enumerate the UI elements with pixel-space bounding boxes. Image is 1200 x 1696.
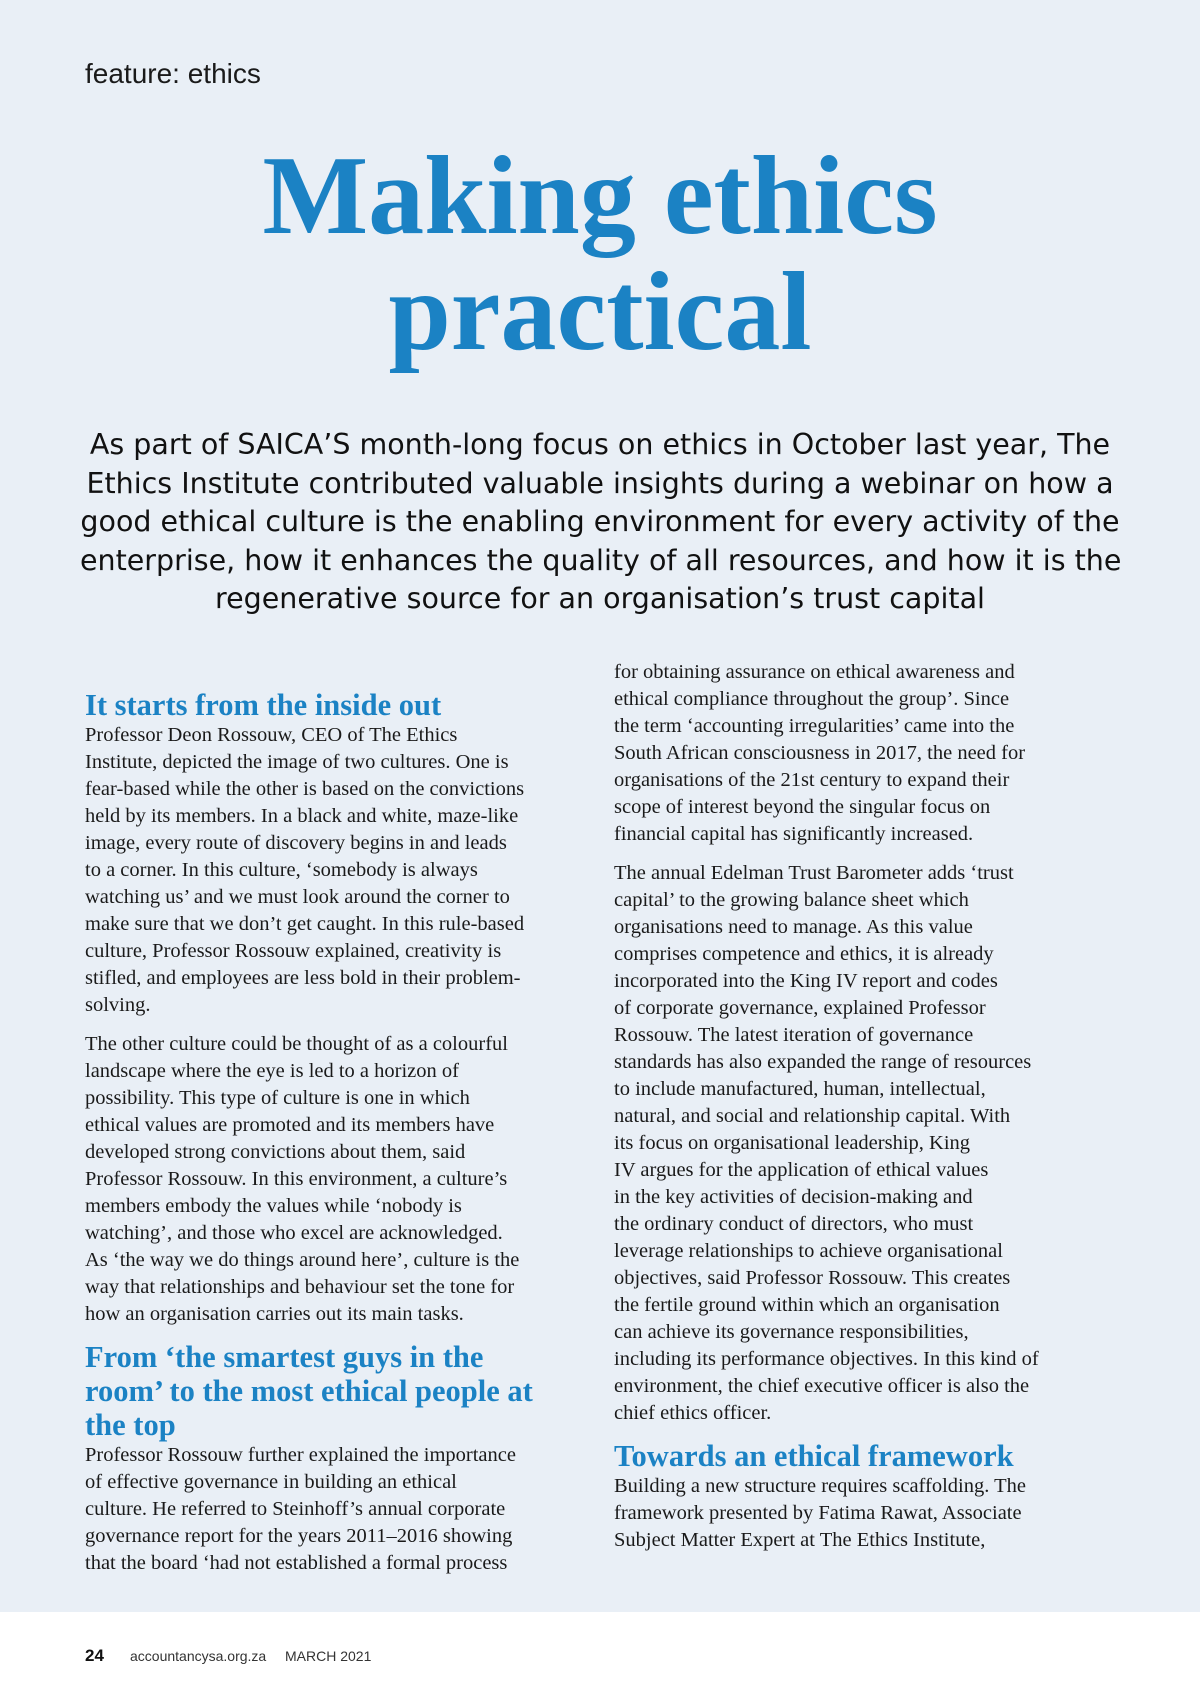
standfirst-line: regenerative source for an organisation’s trust capital: [215, 582, 985, 615]
text-line: for obtaining assurance on ethical awareness and: [614, 661, 1015, 683]
text-line: environment, the chief executive officer is also the: [614, 1375, 1030, 1397]
text-line: chief ethics officer.: [614, 1402, 772, 1424]
headline-line-1: Making ethics: [262, 134, 938, 258]
text-line: way that relationships and behaviour set the tone for: [85, 1276, 515, 1298]
subheading-smartest-guys: [85, 1340, 590, 1442]
text-line: make sure that we don’t get caught. In this rule-based: [85, 913, 525, 935]
text-line: how an organisation carries out its main tasks.: [85, 1303, 464, 1325]
page-number: 24: [85, 1646, 104, 1665]
text-line: solving.: [85, 994, 151, 1016]
subheading-line: From ‘the smartest guys in the: [85, 1340, 484, 1374]
text-line: watching’, and those who excel are acknowledged.: [85, 1222, 503, 1244]
text-line: ethical values are promoted and its members have: [85, 1114, 495, 1136]
text-line: the fertile ground within which an organisation: [614, 1294, 1000, 1316]
text-line: culture. He referred to Steinhoff’s annual corporate: [85, 1498, 506, 1520]
text-line: the ordinary conduct of directors, who must: [614, 1213, 974, 1235]
subheading-inside-out: [85, 688, 590, 722]
text-line: Professor Rossouw. In this environment, a culture’s: [85, 1168, 508, 1190]
text-line: The annual Edelman Trust Barometer adds ‘trust: [614, 862, 1014, 884]
text-line: that the board ‘had not established a formal process: [85, 1552, 508, 1574]
text-line: watching us’ and we must look around the corner to: [85, 886, 510, 908]
left-column: [85, 686, 590, 1589]
text-line: incorporated into the King IV report and codes: [614, 970, 998, 992]
standfirst-line: good ethical culture is the enabling environment for every activity of the: [80, 505, 1120, 538]
text-line: comprises competence and ethics, it is already: [614, 943, 994, 965]
text-line: including its performance objectives. In this kind of: [614, 1348, 1039, 1370]
text-line: organisations of the 21st century to expand their: [614, 769, 1010, 791]
text-line: Professor Deon Rossouw, CEO of The Ethics: [85, 724, 458, 746]
text-line: held by its members. In a black and white, maze-like: [85, 805, 519, 827]
text-line: Institute, depicted the image of two cultures. One is: [85, 751, 509, 773]
right-column: [614, 661, 1119, 1566]
text-line: capital’ to the growing balance sheet which: [614, 889, 969, 911]
text-line: Subject Matter Expert at The Ethics Institute,: [614, 1529, 986, 1551]
text-line: organisations need to manage. As this value: [614, 916, 973, 938]
text-line: culture, Professor Rossouw explained, creativity is: [85, 940, 502, 962]
paragraph: [614, 1473, 1119, 1554]
text-line: fear-based while the other is based on the convictions: [85, 778, 525, 800]
text-line: of effective governance in building an ethical: [85, 1471, 457, 1493]
text-line: The other culture could be thought of as a colourful: [85, 1033, 508, 1055]
text-line: to include manufactured, human, intellectual,: [614, 1078, 986, 1100]
paragraph: [85, 1031, 590, 1328]
headline-line-2: practical: [388, 250, 812, 374]
text-line: of corporate governance, explained Professor: [614, 997, 986, 1019]
standfirst-line: As part of SAICA’S month-long focus on ethics in October last year, The: [89, 428, 1111, 461]
issue-date: MARCH 2021: [285, 1648, 372, 1664]
text-line: standards has also expanded the range of resources: [614, 1051, 1032, 1073]
text-line: natural, and social and relationship capital. With: [614, 1105, 1011, 1127]
subheading-ethical-framework: [614, 1439, 1119, 1473]
text-line: stifled, and employees are less bold in their problem-: [85, 967, 521, 989]
text-line: Rossouw. The latest iteration of governance: [614, 1024, 974, 1046]
text-line: IV argues for the application of ethical values: [614, 1159, 989, 1181]
text-line: objectives, said Professor Rossouw. This creates: [614, 1267, 1011, 1289]
standfirst: [80, 426, 1120, 619]
text-line: scope of interest beyond the singular focus on: [614, 796, 991, 818]
paragraph: [614, 659, 1119, 848]
text-line: leverage relationships to achieve organisational: [614, 1240, 1003, 1262]
subheading-line: room’ to the most ethical people at: [85, 1374, 533, 1408]
headline: [0, 134, 1200, 374]
subheading-line: the top: [85, 1408, 176, 1442]
text-line: its focus on organisational leadership, King: [614, 1132, 971, 1154]
subheading-line: Towards an ethical framework: [614, 1439, 1014, 1473]
text-line: landscape where the eye is led to a horizon of: [85, 1060, 459, 1082]
text-line: to a corner. In this culture, ‘somebody is always: [85, 859, 478, 881]
text-line: image, every route of discovery begins in and leads: [85, 832, 507, 854]
paragraph: [85, 1442, 590, 1577]
paragraph: [85, 722, 590, 1019]
website-link[interactable]: accountancysa.org.za: [130, 1648, 267, 1664]
text-line: ethical compliance throughout the group’. Since: [614, 688, 1010, 710]
text-line: Professor Rossouw further explained the importance: [85, 1444, 516, 1466]
section-tag: feature: ethics: [85, 58, 261, 89]
text-line: developed strong convictions about them, said: [85, 1141, 466, 1163]
standfirst-line: Ethics Institute contributed valuable insights during a webinar on how a: [86, 466, 1114, 500]
standfirst-line: enterprise, how it enhances the quality of all resources, and how it is the: [80, 543, 1122, 577]
text-line: As ‘the way we do things around here’, culture is the: [85, 1249, 520, 1271]
text-line: framework presented by Fatima Rawat, Associate: [614, 1502, 1022, 1524]
text-line: in the key activities of decision-making and: [614, 1186, 973, 1208]
subheading-line: It starts from the inside out: [85, 688, 442, 722]
text-line: governance report for the years 2011–2016 showing: [85, 1525, 513, 1547]
text-line: members embody the values while ‘nobody is: [85, 1195, 462, 1217]
text-line: South African consciousness in 2017, the need for: [614, 742, 1026, 764]
text-line: financial capital has significantly increased.: [614, 823, 974, 845]
text-line: can achieve its governance responsibilities,: [614, 1321, 969, 1343]
text-line: Building a new structure requires scaffolding. The: [614, 1475, 1026, 1497]
page-footer: [0, 1612, 1200, 1696]
text-line: the term ‘accounting irregularities’ came into the: [614, 715, 1015, 737]
text-line: possibility. This type of culture is one in which: [85, 1087, 470, 1109]
paragraph: [614, 860, 1119, 1427]
